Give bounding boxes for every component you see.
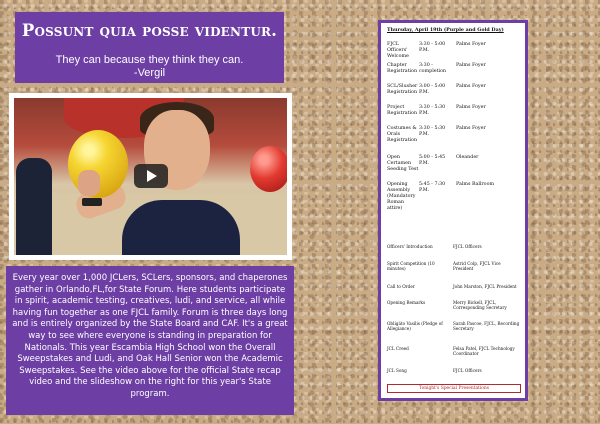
schedule-location: Palms Foyer (456, 63, 486, 68)
video-bg-person (16, 158, 52, 255)
forum-description-text: Every year over 1,000 JCLers, SCLers, sponsors, and chaperones gather in Orlando,FL,for State Forum. Here students participate in spirit, academic testing, creatives, ludi, and service, all while having fun together as one FJCL family. Forum is three days long and is entirely organized by the State Board and CAF. It's a great way to see where everyone is standing in preparation for Nationals. This year Escambia High School won the Overall Sweepstakes and Ludi, and Oak Hall Senior won the Academic Sweepstakes. See the video above for the official State recap video and the slideshow on the right for this year's State program. (12, 273, 288, 399)
video-watch (82, 198, 102, 206)
program-person: Astrid Colp, FJCL Vice President (453, 261, 501, 272)
program-table (387, 244, 521, 378)
schedule-event: Open Certamen Seeding Test (387, 155, 419, 172)
schedule-time: 3:30 - completion (419, 63, 447, 74)
schedule-event: Opening Assembly (Mandatory Roman attire) (387, 182, 416, 211)
schedule-event: Costumes & Orals Registration (387, 126, 418, 143)
schedule-time: 5:00 - 5:45 P.M. (419, 155, 446, 166)
schedule-location: Oleander (456, 155, 479, 160)
motto-author: -Vergil (133, 67, 166, 79)
video-thumbnail[interactable] (14, 98, 287, 255)
schedule-table (387, 42, 521, 222)
program-event: JCL Creed (387, 346, 409, 351)
program-row (387, 261, 521, 284)
program-event: Opening Remarks (387, 300, 426, 305)
red-balloon (250, 146, 287, 192)
program-event: Officers' Introduction (387, 244, 433, 249)
schedule-location: Palms Foyer (456, 42, 486, 47)
motto-banner (15, 12, 284, 83)
schedule-row (387, 105, 521, 126)
program-person: FJCL Officers (453, 368, 482, 373)
schedule-row (387, 155, 521, 182)
schedule-event: Chapter Registration (387, 63, 418, 74)
program-row (387, 346, 521, 368)
schedule-row (387, 84, 521, 105)
schedule-slideshow[interactable] (378, 20, 528, 401)
program-person: Merry Bickell, FJCL, Corresponding Secretary (453, 300, 507, 311)
schedule-event: SCL/Slusher Registration (387, 84, 418, 95)
schedule-location: Palms Foyer (456, 105, 486, 110)
video-player[interactable] (9, 93, 292, 260)
program-event: JCL Song (387, 368, 407, 373)
motto-title: Possunt quia posse videntur. (21, 21, 278, 40)
program-person: John Marston, FJCL President (453, 284, 517, 289)
play-button[interactable] (134, 164, 168, 188)
schedule-title: Thursday, April 19th (Purple and Gold Day) (387, 27, 504, 33)
program-person: Felsa Patel, FJCL Technology Coordinator (453, 346, 515, 357)
program-row (387, 244, 521, 261)
schedule-time: 3:30 - 5:30 P.M. (419, 126, 446, 137)
motto-quote: They can because they think they can. (55, 54, 244, 66)
schedule-event: FJCL Officers' Welcome (387, 42, 409, 59)
forum-description (6, 266, 294, 415)
schedule-row (387, 182, 521, 222)
program-row (387, 300, 521, 321)
schedule-row (387, 42, 521, 63)
program-event: Obligáto Vasilis (Pledge of Allegiance) (387, 321, 443, 332)
play-icon (147, 170, 157, 182)
video-boy-hand (78, 170, 100, 196)
schedule-event: Project Registration (387, 105, 418, 116)
schedule-time: 3:30 - 5:30 P.M. (419, 105, 446, 116)
program-row (387, 321, 521, 346)
schedule-location: Palms Foyer (456, 84, 486, 89)
program-event: Call to Order (387, 284, 415, 289)
schedule-time: 5:45 - 7:30 P.M. (419, 182, 446, 193)
schedule-row (387, 126, 521, 155)
schedule-time: 3:30 - 5:00 P.M. (419, 42, 446, 53)
schedule-row (387, 63, 521, 84)
program-row (387, 368, 521, 378)
program-person: Sarah Pascoe, FJCL, Recording Secretary (453, 321, 520, 332)
program-event: Spirit Competition (10 minutes) (387, 261, 435, 272)
schedule-location: Palms Foyer (456, 126, 486, 131)
schedule-location: Palms Ballroom (456, 182, 495, 187)
program-row (387, 284, 521, 300)
special-presentations: Tonight's Special Presentations (387, 384, 521, 393)
video-boy-shirt (122, 200, 240, 255)
schedule-time: 3:00 - 5:00 P.M. (419, 84, 446, 95)
program-person: FJCL Officers (453, 244, 482, 249)
